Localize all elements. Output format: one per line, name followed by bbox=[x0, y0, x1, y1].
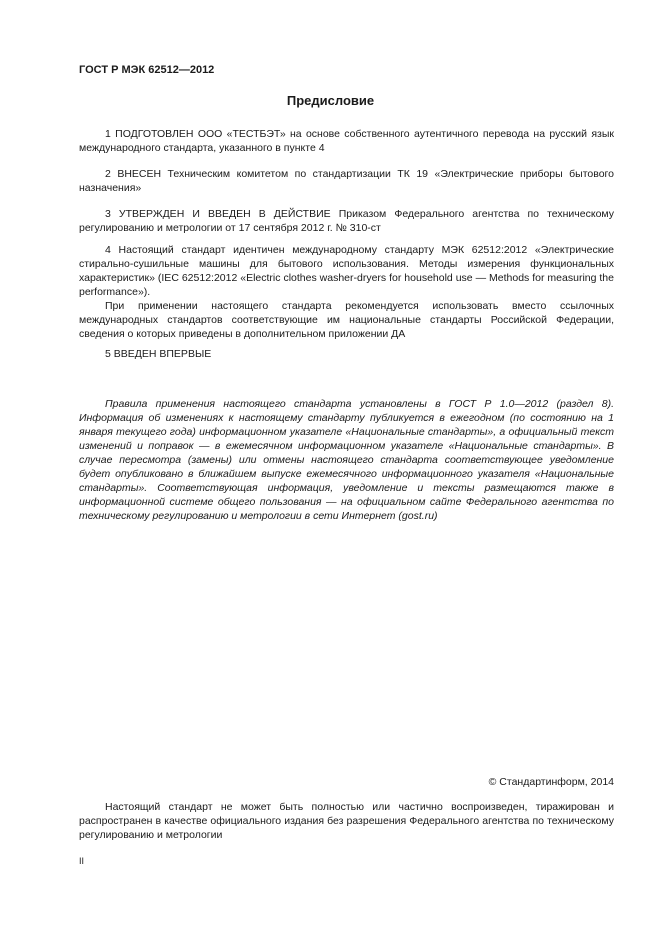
page-title: Предисловие bbox=[286, 93, 375, 108]
rules-notice-text: Правила применения настоящего стандарта установлены в ГОСТ Р 1.0—2012 (раздел 8). Информация об изменениях к настоящему стандарту публикуется в ежегодном (по состоянию на 1 января текущего года) информационном указателе «Национальные стандарты», а официальный текст изменений и поправок — в ежемесячном информационном указателе «Национальные стандарты». В случае пересмотра (замены) или отмены настоящего стандарта соответствующее уведомление будет опубликовано в ближайшем выпуске ежемесячного информационного указателя «Национальные стандарты». Соответствующая информация, уведомление и тексты размещаются также в информационной системе общего пользования — на официальном сайте Федерального агентства по техническому регулированию и метрологии в сети Интернет (gost.ru) bbox=[79, 398, 614, 522]
foreword-item-3 bbox=[79, 207, 614, 235]
foreword-item-5 bbox=[79, 347, 614, 361]
copyright: © Стандартинформ, 2014 bbox=[488, 776, 614, 788]
foreword-item-1 bbox=[79, 127, 614, 155]
reproduction-notice bbox=[79, 800, 614, 842]
foreword-item-4 bbox=[79, 243, 614, 341]
foreword-item-2-text: 2 ВНЕСЕН Техническим комитетом по стандартизации ТК 19 «Электрические приборы бытового назначения» bbox=[79, 168, 614, 194]
page-number: II bbox=[79, 856, 85, 866]
foreword-item-3-text: 3 УТВЕРЖДЕН И ВВЕДЕН В ДЕЙСТВИЕ Приказом Федерального агентства по техническому регулированию и метрологии от 17 сентября 2012 г. № 310-ст bbox=[79, 208, 614, 234]
reproduction-notice-text: Настоящий стандарт не может быть полностью или частично воспроизведен, тиражирован и распространен в качестве официального издания без разрешения Федерального агентства по техническому регулированию и метрологии bbox=[79, 801, 614, 841]
rules-notice bbox=[79, 397, 614, 523]
foreword-item-1-text: 1 ПОДГОТОВЛЕН ООО «ТЕСТБЭТ» на основе собственного аутентичного перевода на русский язык международного стандарта, указанного в пункте 4 bbox=[79, 128, 614, 154]
foreword-item-5-text: 5 ВВЕДЕН ВПЕРВЫЕ bbox=[105, 348, 212, 360]
foreword-item-2 bbox=[79, 167, 614, 195]
document-header: ГОСТ Р МЭК 62512—2012 bbox=[79, 64, 215, 76]
foreword-item-4-note: При применении настоящего стандарта рекомендуется использовать вместо ссылочных международных стандартов соответствующие им национальные стандарты Российской Федерации, сведения о которых приведены в дополнительном приложении ДА bbox=[79, 300, 614, 340]
foreword-item-4-text: 4 Настоящий стандарт идентичен международному стандарту МЭК 62512:2012 «Электрические стирально-сушильные машины для бытового использования. Методы измерения функциональных характеристик» (IEC 62512:2012 «Electric clothes washer-dryers for household use — Methods for measuring the performance»). bbox=[79, 244, 614, 298]
